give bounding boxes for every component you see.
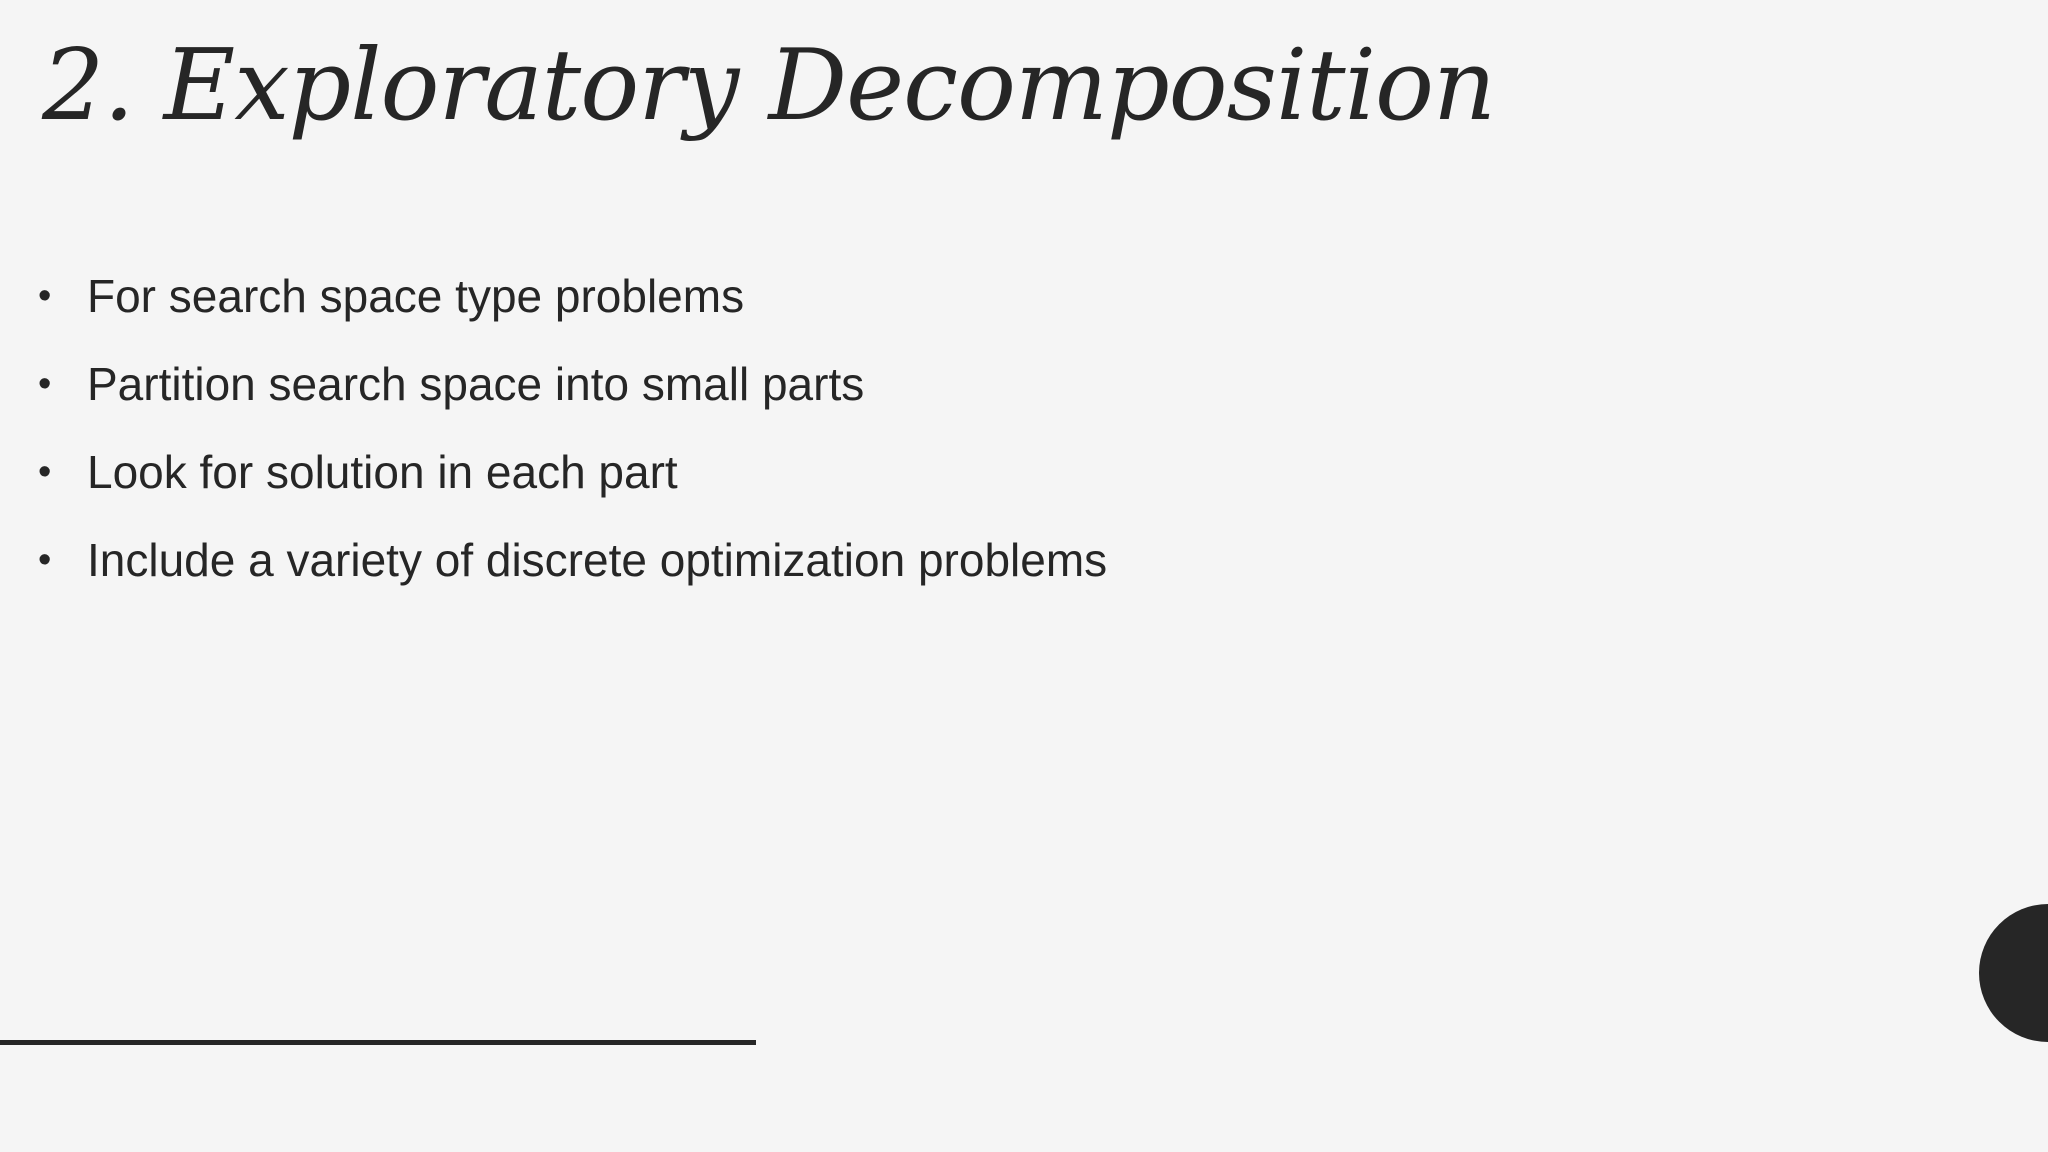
decorative-circle bbox=[1979, 904, 2048, 1042]
list-item bbox=[38, 516, 1107, 604]
bullet-marker: • bbox=[38, 539, 52, 581]
list-item bbox=[38, 340, 1107, 428]
list-item-text: Look for solution in each part bbox=[87, 446, 678, 498]
bullet-marker: • bbox=[38, 363, 52, 405]
bullet-marker: • bbox=[38, 275, 52, 317]
list-item bbox=[38, 252, 1107, 340]
decorative-line bbox=[0, 1040, 756, 1045]
bullet-list bbox=[38, 252, 1107, 604]
bullet-marker: • bbox=[38, 451, 52, 493]
list-item-text: Include a variety of discrete optimization problems bbox=[87, 534, 1108, 586]
slide-title: 2. Exploratory Decomposition bbox=[42, 29, 1496, 143]
list-item-text: For search space type problems bbox=[87, 270, 745, 322]
list-item bbox=[38, 428, 1107, 516]
list-item-text: Partition search space into small parts bbox=[87, 358, 865, 410]
